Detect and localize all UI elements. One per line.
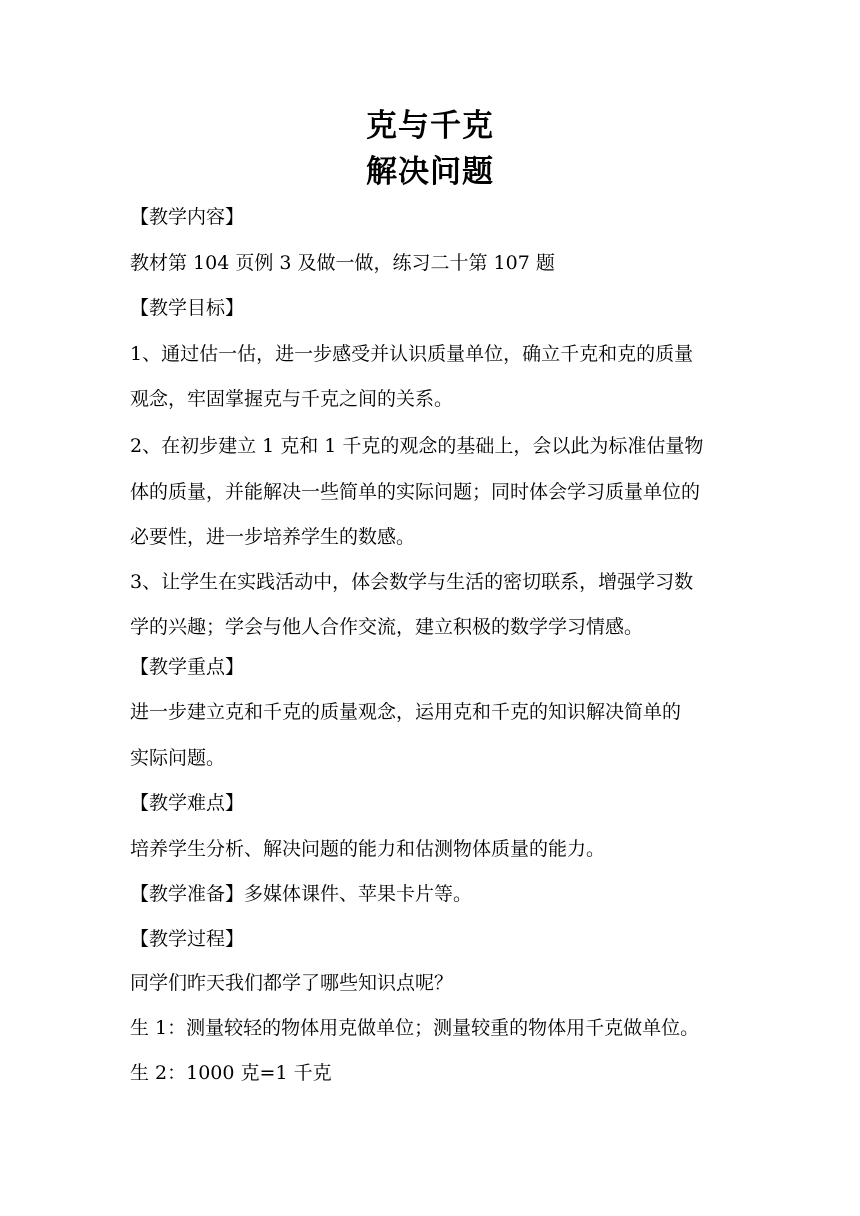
paragraph-line: 体的质量，并能解决一些简单的实际问题；同时体会学习质量单位的 (130, 481, 701, 503)
paragraph-line: 进一步建立克和千克的质量观念，运用克和千克的知识解决简单的 (130, 701, 682, 723)
section-heading-process: 【教学过程】 (130, 928, 245, 950)
paragraph-line: 实际问题。 (130, 747, 226, 769)
paragraph-line: 必要性，进一步培养学生的数感。 (130, 526, 416, 548)
section-heading-difficulties: 【教学难点】 (130, 792, 245, 814)
section-heading-preparation: 【教学准备】多媒体课件、苹果卡片等。 (130, 883, 473, 905)
section-heading-content: 【教学内容】 (130, 206, 245, 228)
section-heading-objectives: 【教学目标】 (130, 297, 245, 319)
paragraph-line: 教材第 104 页例 3 及做一做，练习二十第 107 题 (130, 252, 555, 274)
paragraph-line: 生 2：1000 克=1 千克 (130, 1062, 332, 1084)
paragraph-line: 3、让学生在实践活动中，体会数学与生活的密切联系，增强学习数 (130, 571, 694, 593)
document-subtitle: 解决问题 (366, 154, 494, 190)
section-heading-key-points: 【教学重点】 (130, 656, 245, 678)
paragraph-line: 同学们昨天我们都学了哪些知识点呢？ (130, 972, 454, 994)
paragraph-line: 培养学生分析、解决问题的能力和估测物体质量的能力。 (130, 838, 606, 860)
paragraph-line: 2、在初步建立 1 克和 1 千克的观念的基础上，会以此为标准估量物 (130, 435, 704, 457)
paragraph-line: 生 1：测量较轻的物体用克做单位；测量较重的物体用千克做单位。 (130, 1017, 700, 1039)
paragraph-line: 1、通过估一估，进一步感受并认识质量单位，确立千克和克的质量 (130, 343, 694, 365)
paragraph-line: 观念，牢固掌握克与千克之间的关系。 (130, 388, 454, 410)
document-title: 克与千克 (366, 108, 494, 144)
paragraph-line: 学的兴趣；学会与他人合作交流，建立积极的数学学习情感。 (130, 616, 644, 638)
